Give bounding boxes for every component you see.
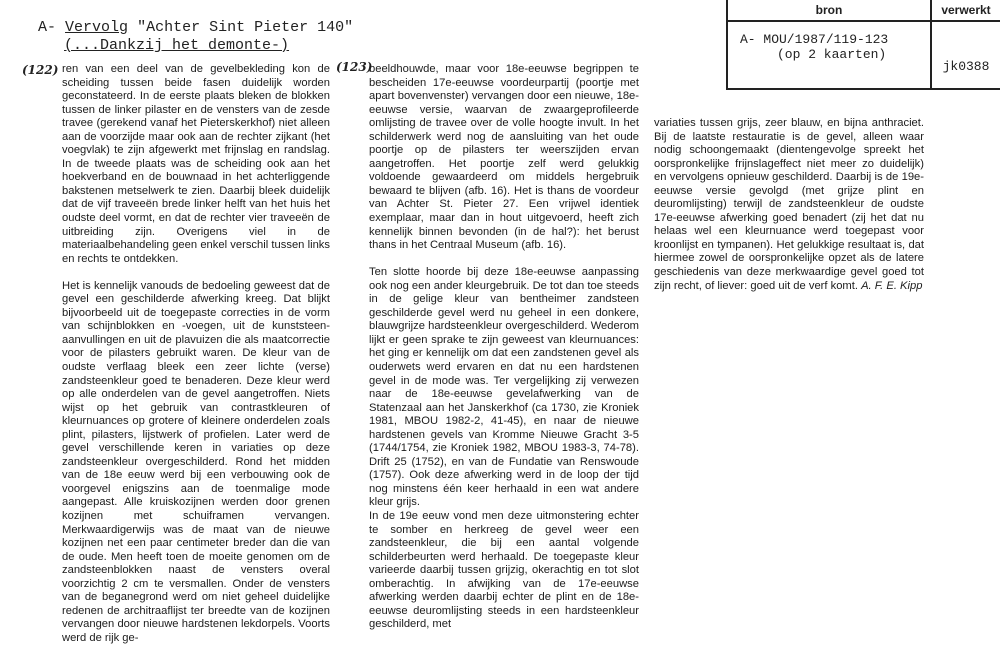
paragraph: beeldhouwde, maar voor 18e-eeuwse begrippen te bescheiden 17e-eeuwse voordeurpartij (poortje met apart bovenvenster) vervangen door een nieuwe, 18e-eeuwse versie, waarvan de zwaargeprofileerde omlijsting de travee over de volle hoogte invult. In het schilderwerk werd nog de aansluiting van het oude poortje op de pilasters ter weerszijden ervan aangetroffen. Het poortje zelf werd gelukkig voldoende gewaardeerd om middels hergebruik bewaard te blijven (afb. 16). Het is thans de voordeur van Achter St. Pieter 27. Een vrijwel identiek exemplaar, maar dan in hout uitgevoerd, heeft zich kennelijk binnen bevonden (in de hal?): het berust thans in het Centraal Museum (afb. 16). [369, 63, 639, 252]
paragraph: Het is kennelijk vanouds de bedoeling geweest dat de gevel een geschilderde afwerking kreeg. Dat blijkt bijvoorbeeld uit de toegepaste correcties in de vorm van schijnblokken en -voegen, uit de kunststeen-aanvullingen en uit de plavuizen die als maatcorrectie voor de pilasters gebruikt waren. De kleur van de oudste verflaag bleek een zeer lichte (verse) zandsteenkleur goed te benaderen. Deze kleur werd op alle onderdelen van de gevel aangetroffen. Niets wijst op het gebruik van contrastkleuren of kleurnuances op grotere of kleinere onderdelen zoals plint, pilasters, lijstwerk of profielen. Later werd de gevel verschillende keren in variaties op deze zandsteenkleur overgeschilderd. Rond het midden van de 18e eeuw werd bij een verbouwing ook de voorgevel enigszins aan de toenmalige mode aangepast. Alle kruiskozijnen werden door grenen kozijnen met schuiframen vervangen. Merkwaardigerwijs was de maat van de nieuwe kozijnen net een paar centimeter breder dan die van de oude. Men heeft toen de moeite genomen om de zandsteenblokken naast de vensters overal voorzichtig 2 cm te versmallen. Onder de vensters van de beganegrond werd om niet geheel duidelijke redenen de architraaflijst ter breedte van de kozijnen vervangen door nieuwe hardstenen lekdorpels. Voorts werd de rijk ge- [62, 279, 330, 644]
paragraph: In de 19e eeuw vond men deze uitmonstering echter te somber en herkreeg de gevel weer een zandsteenkleur, die bij een aantal volgende schilderbeurten werd herhaald. De toegepaste kleur varieerde daarbij tussen grijzig, okerachtig en tot slot omberachtig. In afwijking van de 17e-eeuwse afwerking werden daarbij echter de plint en de 18e-eeuwse deuromlijsting steeds in een hardsteenkleur geschilderd, met [369, 510, 639, 631]
verwerkt-cell: jk0388 [931, 21, 1000, 89]
closing-text: variaties tussen grijs, zeer blauw, en bijna anthraciet. Bij de laatste restauratie is de gevel, alleen waar nodig schoongemaakt (dientengevolge spreekt het oorspronkelijke frijnslageffect niet meer zo duidelijk) en vervolgens opnieuw geschilderd. Daarbij is de 19e-eeuwse versie gevolgd (met grijze plint en deuromlijsting) terwijl de zandsteenkleur de oudste 17e-eeuwse afwerking goed benadert (zij het dat nu helaas wel een kleurnuance werd toegepast voor kroonlijst en tympanen). Het gelukkige resultaat is, dat hiermee zowel de oorspronkelijke opzet als de latere geschiedenis van deze merkwaardige gevel goed tot zijn recht, of liever: goed uit de verf komt. [654, 117, 924, 292]
bron-cell [727, 21, 931, 89]
page-mark-123: (123) [336, 60, 373, 74]
bron-line-2: (op 2 kaarten) [777, 47, 887, 62]
source-table [726, 0, 1000, 90]
header-bron: bron [727, 0, 931, 21]
text-column-3 [654, 117, 924, 293]
document-title [38, 19, 353, 37]
subtitle-text: (...Dankzij het demonte-) [64, 37, 290, 54]
text-column-2 [369, 63, 639, 632]
bron-line-1: A- MOU/1987/119-123 [740, 32, 889, 47]
author-name: A. F. E. Kipp [861, 279, 923, 292]
paragraph [654, 117, 924, 293]
text-column-1 [62, 63, 330, 645]
page-mark-122: (122) [22, 63, 59, 77]
header-verwerkt: verwerkt [931, 0, 1000, 21]
title-address: "Achter Sint Pieter 140" [137, 19, 354, 36]
paragraph: Ten slotte hoorde bij deze 18e-eeuwse aanpassing ook nog een ander kleurgebruik. De tot dan toe steeds in de gelige kleur van bentheimer zandsteen geschilderde gevel werd nu geheel in een donkere, blauwgrijze hardsteenkleur overgeschilderd. Wederom lijkt er geen sprake te zijn geweest van kleurnuances: het ging er kennelijk om dat een zandstenen gevel als ouderwets werd ervaren en dat nu een hardstenen gevel in de mode was. Ter vergelijking zij verwezen naar de 18e-eeuwse gevelafwerking van de Statenzaal aan het Janskerkhof (ca 1730, zie Kroniek 1981, MBOU 1982-2, 41-45), en naar de nieuwe hardstenen gevels van Kromme Nieuwe Gracht 3-5 (1744/1754, zie Kroniek 1982, MBOU 1983-3, 74-78). Drift 25 (1752), en van de Fundatie van Renswoude (1757). Ook deze afwerking werd in de loop der tijd nog minstens één keer herhaald in een wat andere kleur grijs. [369, 266, 639, 509]
document-subtitle [64, 37, 289, 55]
title-prefix: A- [38, 19, 57, 36]
paragraph: ren van een deel van de gevelbekleding kon de scheiding tussen beide fasen duidelijk worden geconstateerd. In de eerste plaats bleken de blokken tussen de linker pilaster en de vensters van de zesde travee (gerekend vanaf het Pieterskerkhof) niet alleen aan de voorzijde maar ook aan de rechter zijkant (het voegvlak) te zijn afgewerkt met frijnslag en randslag. In de tweede plaats was de scheiding ook aan het hoekverband en de bouwnaad in het achterliggende bakstenen metselwerk te zien. Daarbij bleek duidelijk dat de vijf traveeën brede linker helft van het huis het oudste deel vormt, en dat de rechter vier traveeën de uitbreiding zijn. Overigens viel in de materiaalbehandeling geen enkel verschil tussen links en rechts te ontdekken. [62, 63, 330, 265]
title-vervolg: Vervolg [65, 19, 129, 36]
